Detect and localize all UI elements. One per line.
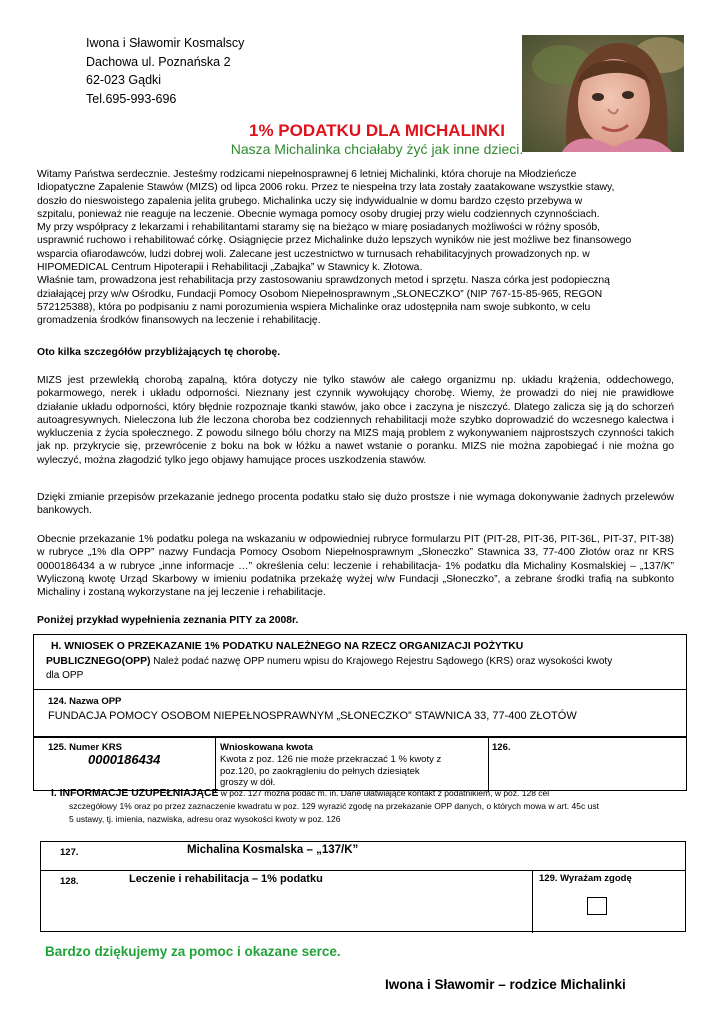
field-125-label: 125. Numer KRS (48, 742, 122, 753)
field-row-125-126 (33, 737, 687, 791)
page-title: 1% PODATKU DLA MICHALINKI (249, 121, 505, 140)
section-i (51, 787, 681, 800)
amount-note-line: groszy w dół. (220, 777, 276, 788)
example-heading: Poniżej przykład wypełnienia zeznania PITY za 2008r. (37, 615, 299, 626)
section-h-title-2: PUBLICZNEGO(OPP) (46, 656, 151, 667)
intro-line: wsparcia ofiarodawców, ludzi dobrej woli. Zalecane jest uczestnictwo w turnusach rehabilitacyjnych prowadzonych np. w (37, 248, 590, 260)
intro-line: działającej przy w/w Ośrodku, Fundacji Pomocy Osobom Niepełnosprawnym „SŁONECZKO” (NIP 767-15-85-965, REGON (37, 288, 603, 300)
section-i-title: I. INFORMACJE UZUPEŁNIAJĄCE (51, 788, 219, 799)
section-h-title: H. WNIOSEK O PRZEKAZANIE 1% PODATKU NALEŻNEGO NA RZECZ ORGANIZACJI POŻYTKU (51, 641, 524, 652)
field-127 (40, 841, 686, 871)
page-subtitle: Nasza Michalinka chciałaby żyć jak inne dzieci. (230, 141, 524, 157)
sender-names: Iwona i Sławomir Kosmalscy (86, 36, 245, 50)
field-126-label[interactable]: 126. (492, 742, 511, 753)
intro-line: HIPOMEDICAL Centrum Hipoterapii i Rehabilitacji „Zabajka” w Stawnicy k. Złotowa. (37, 262, 423, 274)
section-i-note: w poz. 127 można podać m. in. Dane ułatwiające kontakt z podatnikiem, w poz. 128 cel (218, 788, 550, 798)
section-i-note-2: szczegółowy 1% oraz po przez zaznaczenie kwadratu w poz. 129 wyrazić zgodę na przekazanie OPP danych, o których mowa w art. 45c ust (69, 801, 599, 811)
intro-line: My przy współpracy z lekarzami i rehabilitantami staramy się na bieżąco w miarę posiadanych możliwości w różny sposób, (37, 222, 601, 234)
sender-address (86, 34, 244, 108)
thanks-text: Bardzo dziękujemy za pomoc i okazane serce. (45, 944, 341, 959)
form-section-h (33, 634, 687, 689)
mizs-paragraph: MIZS jest przewlekłą chorobą zapalną, która dotyczy nie tylko stawów ale całego organizmu np. układu krążenia, oddechowego, pokarmowego, nerek i układu odporności. Nieznany jest czynnik wywołujący chorobę. Wiemy, że prowadzi do niej nie prawidłowe działanie układu odporności, który błędnie rozpoznaje tkanki stawów, jako obce i zaczyna je niszczyć. Dlatego zalicza się ją do schorzeń autoagresywnych. Nieleczona lub źle leczona choroba bez codziennych rehabilitacji może szybko doprowadzić do wczesnego kalectwa i wykluczenia z życia społecznego. Z powodu silnego bólu chorzy na MIZS mają problem z wykonywaniem najprostszych czynności takich jak np. przykrycie się, przewrócenie z boku na bok w łóżku a nawet wstanie o poranku. MIZS nie można zapobiegać i nie można go wyleczyć, można złagodzić tylko jego objawy hamujące proces uszkodzenia stawów. (37, 375, 674, 466)
signature: Iwona i Sławomir – rodzice Michalinki (385, 977, 626, 992)
field-124 (33, 689, 687, 737)
sender-city: 62-023 Gądki (86, 73, 162, 87)
intro-line: szpitalu, ponieważ nie reaguje na leczenie. Obecnie wymaga pomocy osoby drugiej przy wielu codziennych czynnościach. (37, 208, 600, 220)
field-127-label: 127. (60, 847, 79, 858)
intro-line: 572125388), która po podpisaniu z nami porozumienia wspiera Michalinke oraz udostępniła nam swoje subkonto, w celu (37, 301, 591, 313)
field-127-value[interactable]: Michalina Kosmalska – „137/K” (187, 844, 359, 856)
amount-note-line: Kwota z poz. 126 nie może przekraczać 1 % kwoty z (220, 754, 442, 765)
sender-street: Dachowa ul. Poznańska 2 (86, 54, 231, 69)
intro-paragraph (37, 168, 677, 328)
intro-line: Idiopatyczne Zapalenie Stawów (MIZS) od lipca 2006 roku. Przez te niespełna trzy lata zostały zaatakowane wszystkie stawy, (37, 182, 615, 194)
intro-line: usprawnić ruchowo i rehabilitować córkę. Osiągnięcie przez Michalinke dużo lepszych wyników nie jest możliwe bez finansowego (37, 235, 632, 247)
intro-line: Witamy Państwa serdecznie. Jesteśmy rodzicami niepełnosprawnej 6 letniej Michalinki, która choruje na Młodzieńcze (37, 169, 577, 180)
section-h-note: Należ podać nazwę OPP numeru wpisu do Krajowego Rejestru Sądowego (KRS) oraz wysokości kwoty (150, 656, 613, 667)
field-125-value[interactable]: 0000186434 (88, 752, 161, 767)
instructions-paragraph: Obecnie przekazanie 1% podatku polega na wskazaniu w odpowiedniej rubryce formularzu PIT (PIT-28, PIT-36, PIT-36L, PIT-37, PIT-38) w rubryce „1% dla OPP” nazwy Fundacja Pomocy Osobom Niepełnosprawnym „Słoneczko” Stawnica 33, 77-400 Złotów oraz nr KRS 0000186434 a w rubryce „inne informacje …” określenia celu: leczenie i rehabilitacja- 1% podatku dla Michaliny Kosmalskiej – „137/K” Wyliczoną kwotę Urząd Skarbowy w imieniu podatnika przekażę wyżej w/w Fundacji „Słoneczko”, a zebrane środki trafią na subkonto Michaliny i zostaną wykorzystane na jej leczenie i rehabilitacje. (37, 534, 674, 599)
sender-phone: Tel.695-993-696 (86, 91, 177, 106)
consent-checkbox[interactable] (587, 897, 607, 915)
section-h-note-2: dla OPP (46, 670, 84, 681)
field-128-value[interactable]: Leczenie i rehabilitacja – 1% podatku (129, 873, 323, 885)
field-124-label: 124. Nazwa OPP (48, 696, 122, 707)
field-124-value[interactable]: FUNDACJA POMOCY OSOBOM NIEPEŁNOSPRAWNYM „SŁONECZKO” STAWNICA 33, 77-400 ZŁOTÓW (48, 710, 577, 722)
amount-note-line: poz.120, po zaokrągleniu do pełnych dziesiątek (220, 765, 420, 777)
amount-label: Wnioskowana kwota (220, 742, 313, 753)
section-i-note-3: 5 ustawy, tj. imienia, nazwiska, adresu oraz wysokości kwoty w poz. 126 (69, 814, 341, 824)
intro-line: doszło do nieswoistego zapalenia jelita grubego. Michalinka uczy się indywidualnie w domu bardzo często przebywa w (37, 195, 583, 207)
intro-line: Właśnie tam, prowadzona jest rehabilitacja przy zastosowaniu sprawdzonych metod i sprzętu. Nasza córka jest podopieczną (37, 275, 610, 287)
law-paragraph: Dzięki zmianie przepisów przekazanie jednego procenta podatku stało się dużo prostsze i nie wymaga dokonywanie żadnych przelewów bankowych. (37, 492, 674, 517)
field-129-label: 129. Wyrażam zgodę (539, 873, 632, 884)
intro-line: gromadzenia środków finansowych na leczenie i rehabilitację. (37, 315, 321, 327)
field-128-label: 128. (60, 876, 79, 887)
details-heading: Oto kilka szczegółów przybliżających tę chorobę. (37, 347, 281, 358)
field-row-128-129 (40, 870, 686, 932)
